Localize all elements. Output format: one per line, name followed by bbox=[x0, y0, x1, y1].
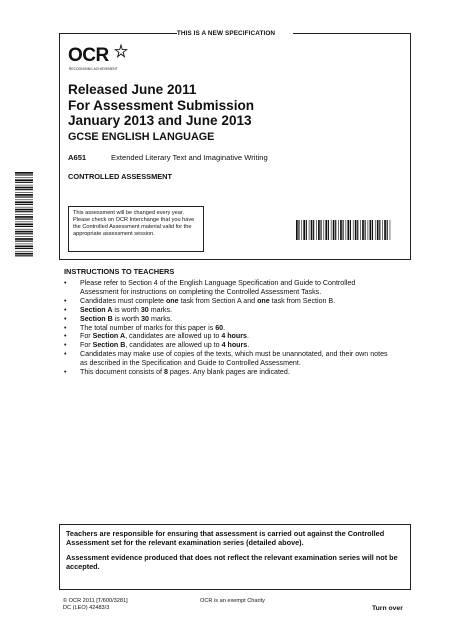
instruction-text: For bbox=[80, 341, 93, 350]
instruction-text: Please refer to Section 4 of the English Language Specification and Guide to Controlled Assessment for instructions on completing the Controlled Assessment Tasks. bbox=[80, 279, 356, 296]
barcode-icon bbox=[296, 220, 392, 246]
instruction-text: . bbox=[223, 323, 226, 332]
responsibility-text: Teachers are responsible for ensuring that assessment is carried out against the Controlled Assessment set for the relevant examination series (detailed above). bbox=[66, 529, 385, 548]
turn-over-label: Turn over bbox=[372, 605, 403, 612]
specification-banner: THIS IS A NEW SPECIFICATION bbox=[0, 30, 452, 37]
instruction-text: task from Section B. bbox=[269, 296, 336, 305]
instructions-list bbox=[64, 279, 392, 377]
logo-tagline: RECOGNISING ACHIEVEMENT bbox=[69, 67, 118, 71]
instruction-text: 4 hours bbox=[221, 332, 247, 341]
instruction-text: one bbox=[257, 296, 270, 305]
subject-title: GCSE ENGLISH LANGUAGE bbox=[68, 131, 215, 143]
footer-left bbox=[63, 598, 128, 612]
instruction-text: Candidates may make use of copies of the texts, which must be unannotated, and their own notes as described in the Specification and Guide to Controlled Assessment. bbox=[80, 350, 388, 368]
instruction-text: 4 hours bbox=[221, 341, 248, 350]
copyright: © OCR 2011 [T/600/3281] bbox=[63, 598, 128, 604]
ocr-logo bbox=[68, 46, 128, 76]
release-line: January 2013 and June 2013 bbox=[68, 113, 252, 128]
instruction-text: is worth bbox=[112, 314, 142, 323]
instruction-item bbox=[64, 341, 392, 350]
paper-title: Extended Literary Text and Imaginative Writing bbox=[111, 153, 268, 162]
instruction-text: 8 bbox=[163, 368, 168, 377]
ocr-star-icon bbox=[114, 44, 128, 58]
instruction-text: The total number of marks for this paper is bbox=[80, 323, 216, 332]
instruction-item bbox=[64, 297, 392, 306]
instruction-text: Section B bbox=[80, 314, 113, 323]
responsibility-box bbox=[59, 524, 411, 590]
instruction-item bbox=[64, 368, 392, 377]
responsibility-text: Assessment evidence produced that does not reflect the relevant examination series will not be accepted. bbox=[66, 552, 398, 571]
instruction-text: marks. bbox=[148, 305, 172, 314]
instruction-text: 30 bbox=[141, 314, 149, 323]
instruction-text: pages. Any blank pages are indicated. bbox=[167, 368, 290, 377]
document-ref: DC (LEO) 42483/3 bbox=[63, 605, 110, 611]
instruction-text: marks. bbox=[149, 314, 173, 323]
instruction-item bbox=[64, 350, 392, 368]
instruction-text: Section A bbox=[80, 305, 113, 314]
instruction-item bbox=[64, 306, 392, 315]
instruction-item bbox=[64, 332, 392, 341]
instruction-text: one bbox=[165, 296, 179, 305]
instruction-text: 30 bbox=[140, 305, 149, 314]
charity-note: OCR is an exempt Charity bbox=[200, 598, 265, 604]
release-line: For Assessment Submission bbox=[68, 97, 255, 113]
instruction-text: is worth bbox=[112, 305, 141, 314]
vertical-barcode-icon bbox=[15, 172, 35, 258]
instruction-text: , candidates are allowed up to bbox=[125, 332, 222, 341]
instruction-text: This document consists of bbox=[80, 368, 164, 377]
controlled-assessment-label: CONTROLLED ASSESSMENT bbox=[68, 172, 173, 181]
instruction-text: , candidates are allowed up to bbox=[125, 341, 222, 350]
instruction-text: Section A bbox=[92, 332, 126, 341]
instruction-item bbox=[64, 279, 392, 297]
instruction-text: 60 bbox=[215, 323, 224, 332]
instruction-item bbox=[64, 324, 392, 333]
change-notice-box: This assessment will be changed every year. Please check on OCR Interchange that you have the Controlled Assessment material valid for the appropriate assessment session. bbox=[68, 206, 204, 252]
instruction-text: . bbox=[247, 341, 250, 350]
instruction-text: Section B bbox=[92, 341, 126, 350]
release-block bbox=[68, 82, 254, 129]
release-line: Released June 2011 bbox=[68, 82, 197, 97]
paper-code: A651 bbox=[68, 153, 87, 162]
instruction-text: For bbox=[80, 332, 93, 341]
logo-wordmark: OCR bbox=[68, 45, 109, 66]
instruction-text: . bbox=[246, 332, 249, 341]
instructions-heading: INSTRUCTIONS TO TEACHERS bbox=[64, 267, 175, 276]
instruction-item bbox=[64, 315, 392, 324]
instruction-text: Candidates must complete bbox=[80, 296, 166, 305]
instruction-text: task from Section A and bbox=[178, 296, 258, 305]
